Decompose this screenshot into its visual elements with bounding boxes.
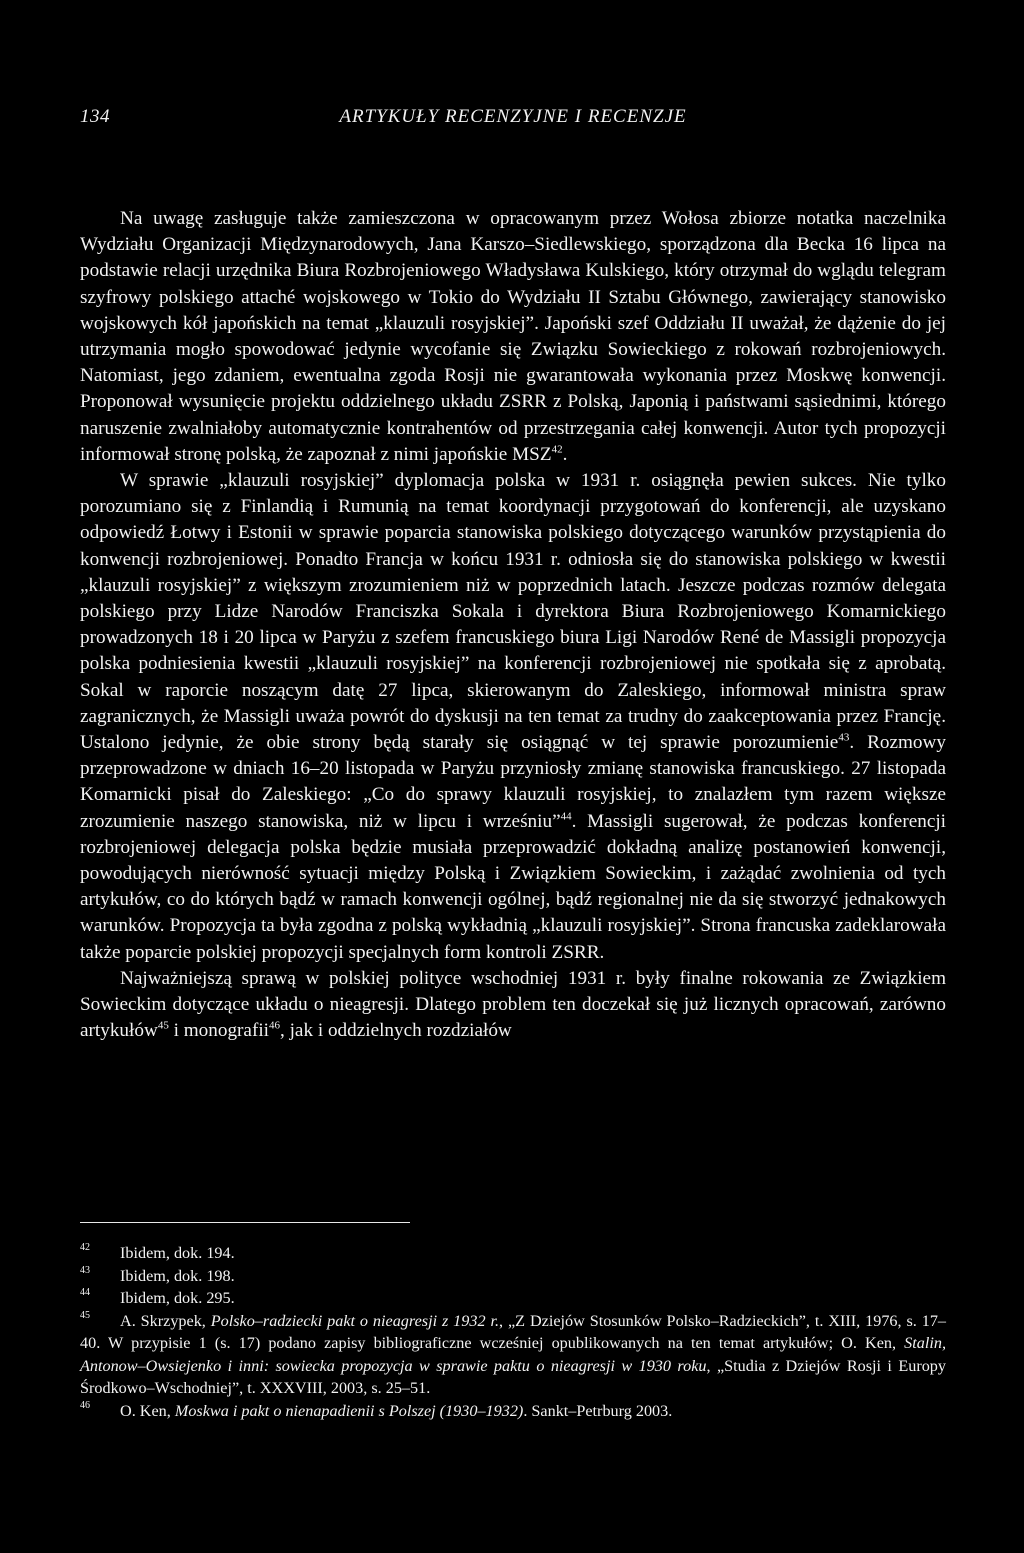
page-number: 134 [80, 106, 110, 127]
footnote-44 [80, 1287, 946, 1310]
footnote-ref-44[interactable]: 44 [560, 810, 572, 823]
footnote-45 [80, 1310, 946, 1400]
footnote-text: Ibidem, dok. 295. [120, 1289, 235, 1307]
footnote-42 [80, 1242, 946, 1265]
running-title: ARTYKUŁY RECENZYJNE I RECENZJE [339, 106, 687, 127]
footnote-text: . Sankt–Petrburg 2003. [523, 1401, 673, 1420]
footnote-text: Ibidem, dok. 198. [120, 1266, 235, 1285]
paragraph-3-text-b: i monografii [168, 1020, 269, 1042]
footnote-number: 42 [80, 1242, 90, 1253]
footnote-number: 44 [80, 1287, 90, 1298]
paragraph-2-text-b: . Rozmowy przeprowadzone w dniach 16–20 listopada w Paryżu przyniosły zmianę stanowiska francuskiego. 27 listopada Komarnicki pisał do Zaleskiego: „Co do sprawy klauzuli rosyjskiej, to znalazłem tym razem większe zrozumienie naszego stanowiska, niż w lipcu i wrześniu” [80, 732, 946, 832]
paragraph-2-text-a: W sprawie „klauzuli rosyjskiej” dyplomacja polska w 1931 r. osiągnęła pewien sukces. Nie tylko porozumiano się z Finlandią i Rumunią na temat koordynacji przygotowań do konferencji, ale uzyskano odpowiedź Łotwy i Estonii w sprawie poparcia stanowiska polskiego dotyczącego warunków przystąpienia do konwencji rozbrojeniowej. Ponadto Francja w końcu 1931 r. odniosła się do stanowiska polskiego w kwestii „klauzuli rosyjskiej” z większym zrozumieniem niż w poprzednich latach. Jeszcze podczas rozmów delegata polskiego przy Lidze Narodów Franciszka Sokala i dyrektora Biura Rozbrojeniowego Komarnickiego prowadzonych 18 i 20 lipca w Paryżu z szefem francuskiego biura Ligi Narodów René de Massigli propozycja polska podniesienia kwestii „klauzuli rosyjskiej” na konferencji rozbrojeniowej nie spotkała się z aprobatą. Sokal w raporcie noszącym datę 27 lipca, skierowanym do Zaleskiego, informował ministra spraw zagranicznych, że Massigli uważa powrót do dyskusji na ten temat za trudny do zaakceptowania przez Francję. Ustalono jedynie, że obie strony będą starały się osiągnąć w tej sprawie porozumienie [80, 470, 946, 754]
main-text [80, 206, 946, 1045]
footnote-text: , „Studia z Dziejów Rosji i Europy Środkowo–Wschodniej”, t. XXXVIII, 2003, s. 25–51. [80, 1356, 946, 1397]
footnote-text: A. Skrzypek, [120, 1311, 211, 1330]
paragraph-1-end: . [562, 443, 568, 465]
paragraph-3-text-a: Najważniejszą sprawą w polskiej polityce wschodniej 1931 r. były finalne rokowania ze Związkiem Sowieckim dotyczące układu o nieagresji. Dlatego problem ten doczekał się już licznych opracowań, zarówno artykułów [80, 967, 946, 1042]
footnote-text: O. Ken, [120, 1401, 175, 1420]
footnote-number: 45 [80, 1309, 90, 1321]
footnote-title: Stalin, Antonow–Owsiejenko i inni: sowiecka propozycja w sprawie paktu o nieagresji w 1930 roku [80, 1334, 946, 1375]
footnote-number: 43 [80, 1264, 90, 1276]
footnote-title: Moskwa i pakt o nienapadienii s Polszej (1930–1932) [174, 1401, 524, 1420]
footnote-number: 46 [80, 1399, 90, 1411]
paragraph-3 [80, 966, 946, 1045]
footnote-text: Ibidem, dok. 194. [120, 1244, 235, 1262]
footnote-ref-43[interactable]: 43 [838, 731, 850, 744]
paragraph-1-text: Na uwagę zasługuje także zamieszczona w opracowanym przez Wołosa zbiorze notatka naczelnika Wydziału Organizacji Międzynarodowych, Jana Karszo–Siedlewskiego, sporządzona dla Becka 16 lipca na podstawie relacji urzędnika Biura Rozbrojeniowego Władysława Kulskiego, który otrzymał do wglądu telegram szyfrowy polskiego attaché wojskowego w Tokio do Wydziału II Sztabu Głównego, zawierający stanowisko wojskowych kół japońskich na temat „klauzuli rosyjskiej”. Japoński szef Oddziału II uważał, że dążenie do jej utrzymania mogło spowodować jedynie wycofanie się Związku Sowieckiego z rokowań rozbrojeniowych. Natomiast, jego zdaniem, ewentualna zgoda Rosji nie gwarantowała wykonania przez Moskwę konwencji. Proponował wysunięcie projektu oddzielnego układu ZSRR z Polską, Japonią i państwami sąsiednimi, którego naruszenie zwalniałoby automatycznie kontrahentów od przestrzegania całej konwencji. Autor tych propozycji informował stronę polską, że zapoznał z nimi japońskie MSZ [80, 208, 946, 465]
paragraph-2 [80, 468, 946, 966]
footnote-divider [80, 1222, 410, 1223]
footnote-ref-46[interactable]: 46 [269, 1019, 280, 1032]
paragraph-2-text-c: . Massigli sugerował, że podczas konferencji rozbrojeniowej delegacja polska będzie musiała przeprowadzić dokładną analizę postanowień konwencji, powodujących nierówność sytuacji między Polską i Związkiem Sowieckim, i zażądać zwolnienia od tych artykułów, co do których bądź w ramach konwencji ogólnej, bądź regionalnej nie da się stworzyć jednakowych warunków. Propozycja ta była zgodna z polską wykładnią „klauzuli rosyjskiej”. Strona francuska zadeklarowała także poparcie polskiej propozycji specjalnych form kontroli ZSRR. [80, 810, 946, 963]
footnote-ref-42[interactable]: 42 [551, 443, 563, 456]
page-header [80, 106, 946, 136]
footnote-46 [80, 1400, 946, 1423]
footnote-43 [80, 1265, 946, 1288]
paragraph-1 [80, 206, 946, 468]
footnotes [80, 1242, 946, 1422]
footnote-title: Polsko–radziecki pakt o nieagresji z 1932 r. [210, 1311, 500, 1330]
footnote-text: , „Z Dziejów Stosunków Polsko–Radzieckich”, t. XIII, 1976, s. 17–40. W przypisie 1 (s. 17) podano zapisy bibliograficzne wcześniej opublikowanych na ten temat artykułów; O. Ken, [80, 1311, 947, 1352]
footnote-ref-45[interactable]: 45 [157, 1019, 169, 1032]
paragraph-3-text-c: , jak i oddzielnych rozdziałów [280, 1020, 512, 1042]
